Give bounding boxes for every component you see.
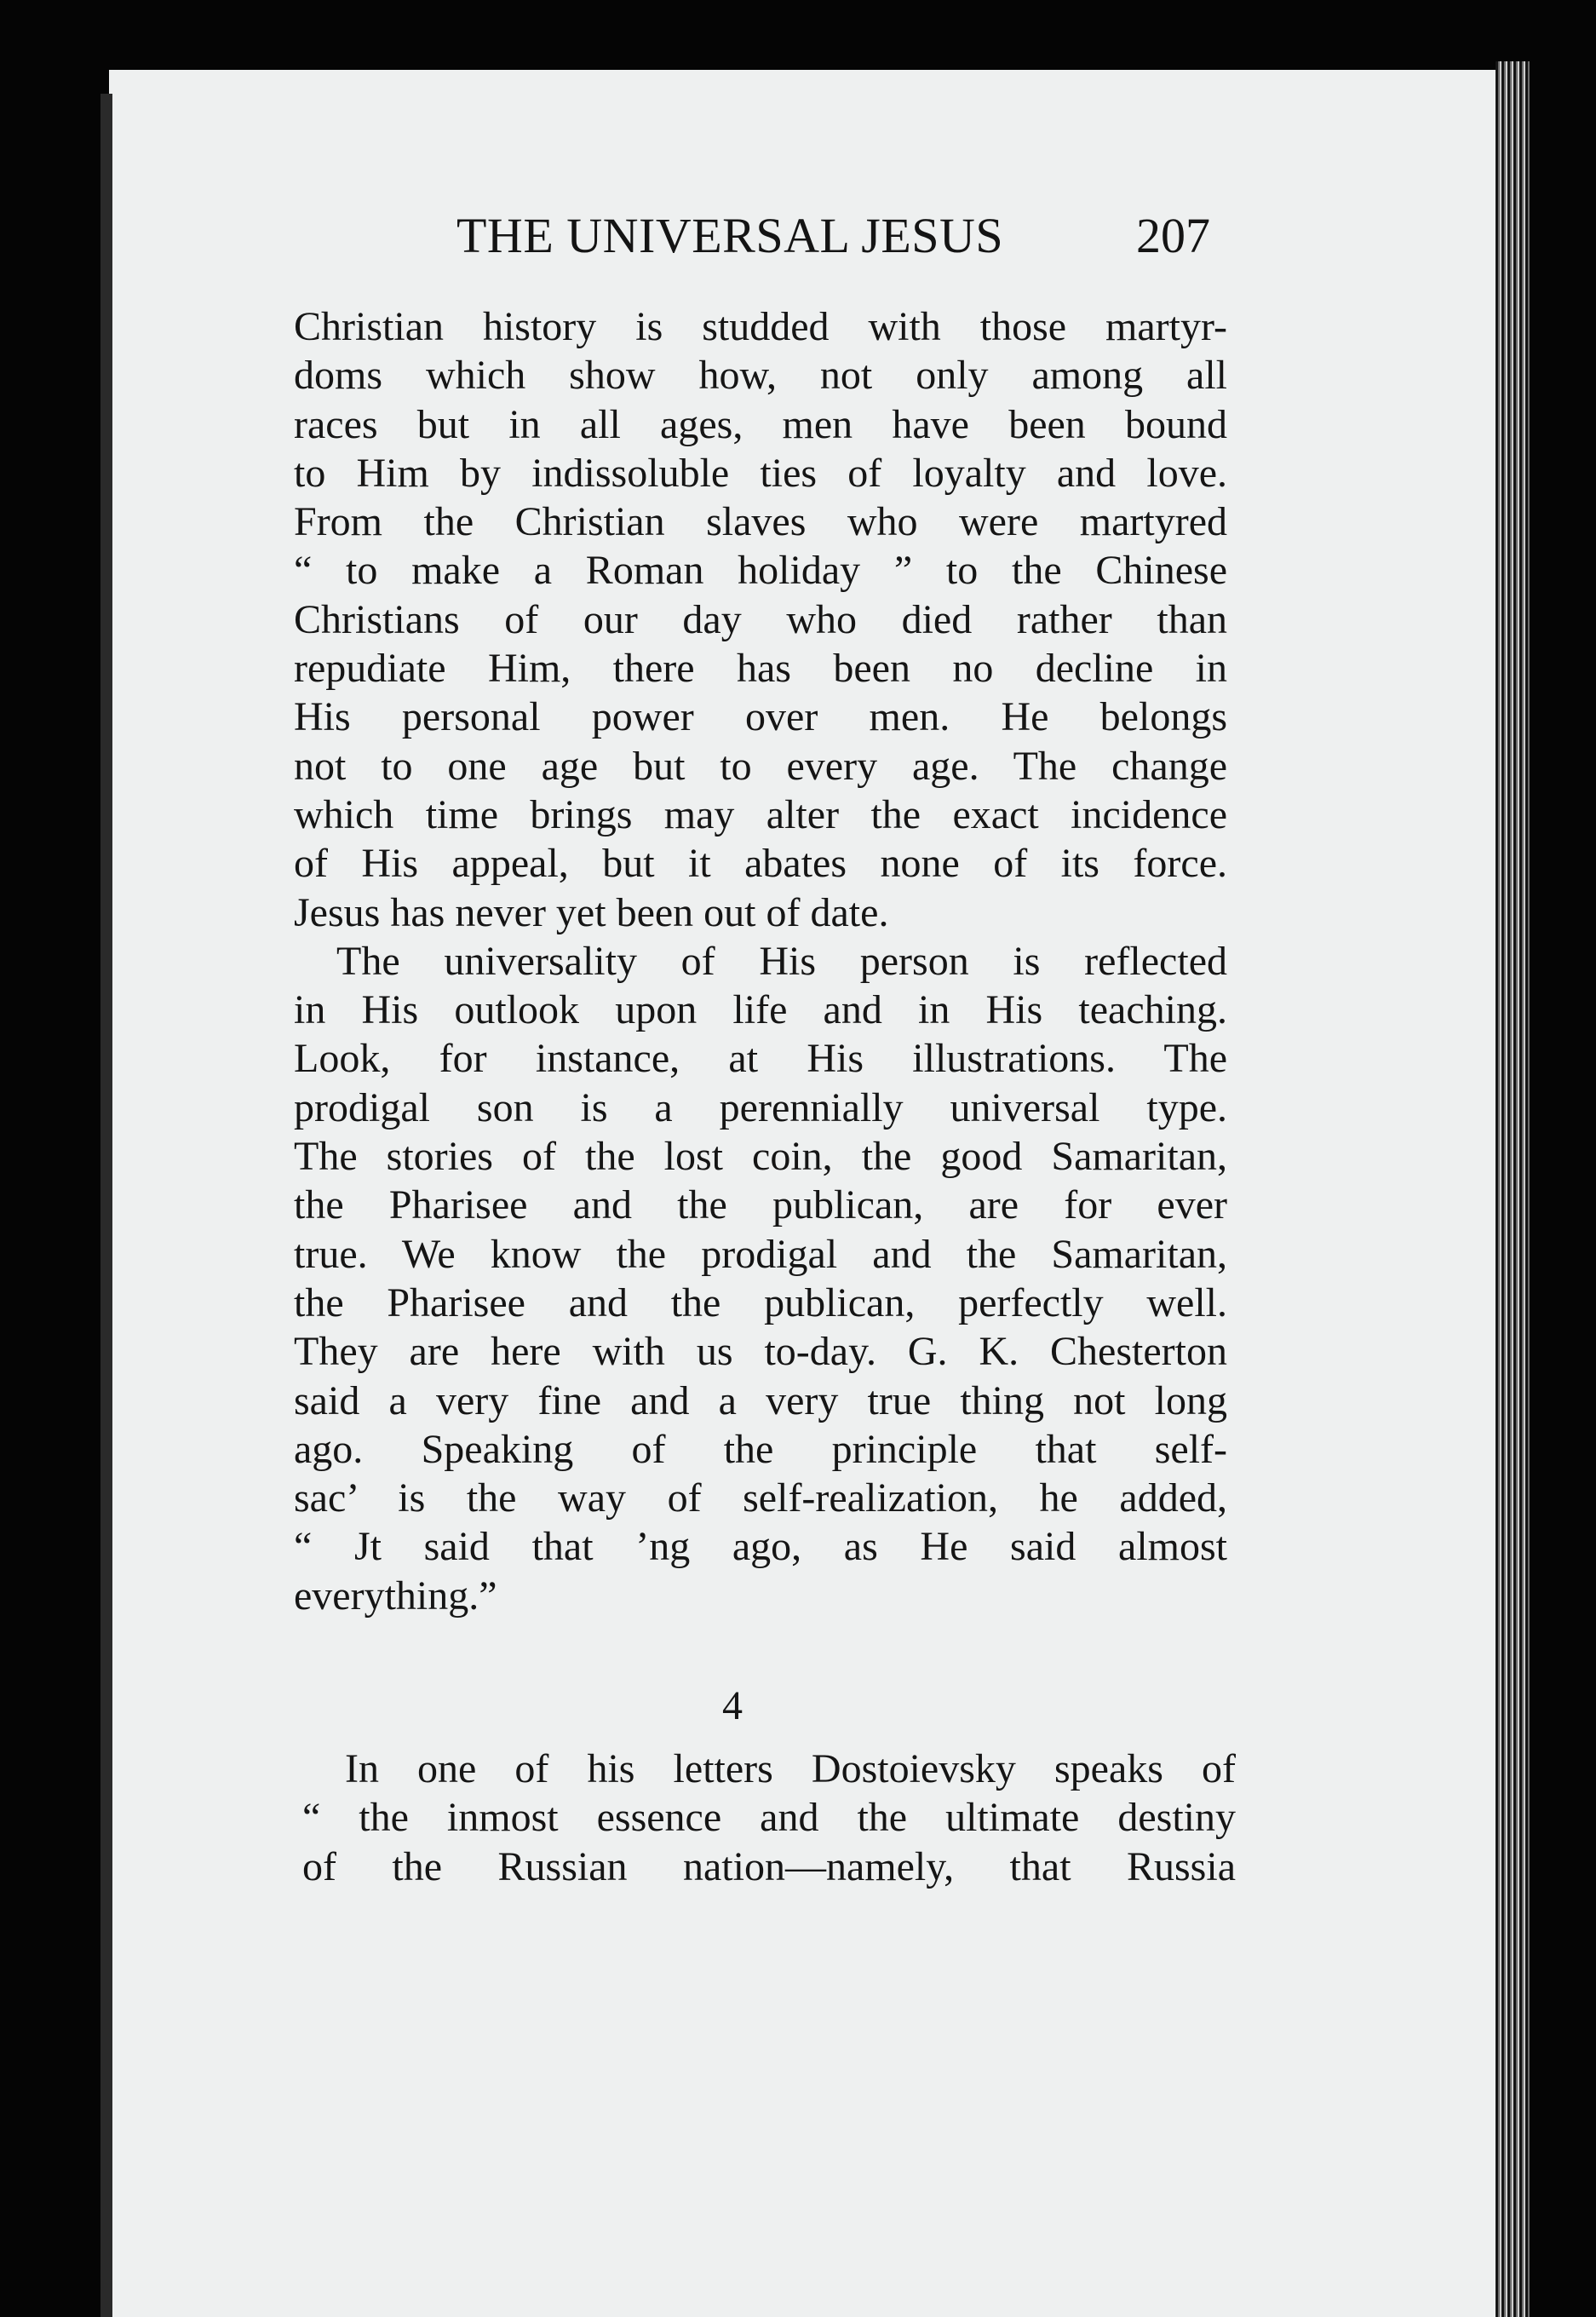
text-line: “ Jt said that ’ng ago, as He said almost xyxy=(294,1524,1227,1570)
text-line: true. We know the prodigal and the Samaritan, xyxy=(294,1231,1227,1277)
paragraph-2 xyxy=(294,937,1227,1620)
text-line: which time brings may alter the exact incidence xyxy=(294,791,1227,837)
section-text xyxy=(302,1745,1236,1891)
text-line: races but in all ages, men have been bound xyxy=(294,401,1227,447)
paragraph-3 xyxy=(302,1745,1236,1891)
paragraph-1 xyxy=(294,302,1227,937)
text-line: sac’ is the way of self-realization, he added, xyxy=(294,1475,1227,1521)
section-number: 4 xyxy=(722,1683,743,1728)
text-line: to Him by indissoluble ties of loyalty and love. xyxy=(294,450,1227,496)
text-line: of His appeal, but it abates none of its force. xyxy=(294,841,1227,887)
text-line: The stories of the lost coin, the good Samaritan, xyxy=(294,1134,1227,1180)
text-line: doms which show how, not only among all xyxy=(294,353,1227,399)
text-line: the Pharisee and the publican, perfectly well. xyxy=(294,1279,1227,1325)
text-line: Christian history is studded with those martyr- xyxy=(294,304,1227,349)
text-line: of the Russian nation—namely, that Russia xyxy=(302,1843,1236,1889)
text-line: Look, for instance, at His illustrations. The xyxy=(294,1036,1227,1082)
text-line: everything.” xyxy=(294,1572,497,1618)
running-title: THE UNIVERSAL JESUS xyxy=(456,208,1004,263)
page-number: 207 xyxy=(1136,208,1210,263)
text-line: prodigal son is a perennially universal type. xyxy=(294,1084,1227,1130)
page-header xyxy=(456,207,1210,267)
text-line: His personal power over men. He belongs xyxy=(294,694,1227,740)
text-line: In one of his letters Dostoievsky speaks of xyxy=(345,1746,1236,1791)
text-line: not to one age but to every age. The change xyxy=(294,743,1227,789)
text-line: They are here with us to-day. G. K. Chesterton xyxy=(294,1329,1227,1375)
main-text xyxy=(294,302,1227,1620)
page-left-binding-edge xyxy=(100,94,112,2317)
text-line: ago. Speaking of the principle that self- xyxy=(294,1426,1227,1472)
text-line: Jesus has never yet been out of date. xyxy=(294,889,889,935)
text-line: the Pharisee and the publican, are for ever xyxy=(294,1182,1227,1228)
text-line: in His outlook upon life and in His teaching. xyxy=(294,987,1227,1033)
page-right-edges xyxy=(1496,61,1530,2317)
text-line: repudiate Him, there has been no decline in xyxy=(294,646,1227,692)
text-line: From the Christian slaves who were martyred xyxy=(294,499,1227,545)
text-line: “ to make a Roman holiday ” to the Chinese xyxy=(294,548,1227,594)
text-line: “ the inmost essence and the ultimate destiny xyxy=(302,1795,1236,1841)
text-line: The universality of His person is reflected xyxy=(336,938,1227,984)
text-line: Christians of our day who died rather than xyxy=(294,596,1227,642)
text-line: said a very fine and a very true thing not long xyxy=(294,1377,1227,1423)
